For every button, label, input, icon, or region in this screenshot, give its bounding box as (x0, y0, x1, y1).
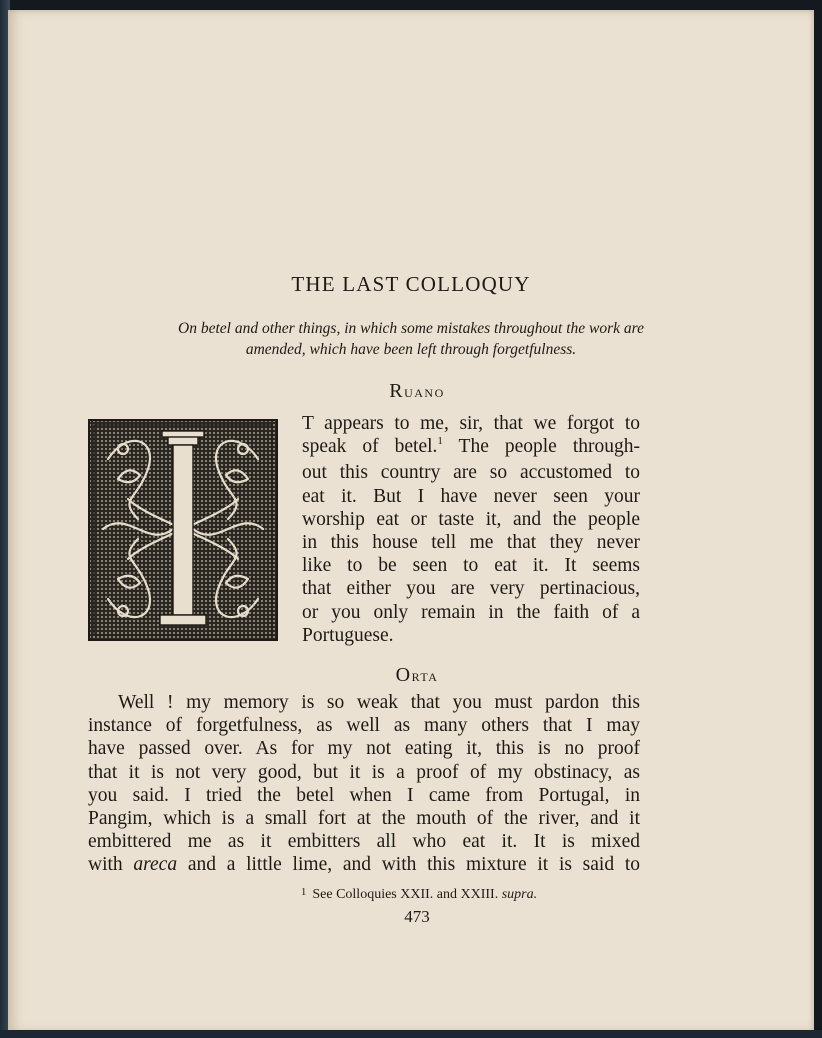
paragraph-orta (88, 691, 640, 877)
subtitle-line-2: amended, which have been left through forgetfulness. (245, 341, 577, 358)
text-line (302, 435, 640, 461)
text-line: out this country are so accustomed to (302, 462, 640, 484)
chapter-title: THE LAST COLLOQUY (291, 272, 531, 296)
bottom-edge (0, 1030, 822, 1038)
text-fragment: The people through- (442, 436, 640, 458)
speaker-heading-ruano (6, 380, 822, 403)
text-line: Portuguese. (302, 624, 394, 646)
text-line: Well ! my memory is so weak that you must pardon this (118, 692, 640, 713)
text-line (88, 853, 640, 876)
text-line: T appears to me, sir, that we forgot to (302, 413, 640, 434)
text-line: worship eat or taste it, and the people (302, 508, 640, 530)
text-line: have passed over. As for my not eating it, this is no proof (88, 738, 640, 760)
subtitle-line-1: On betel and other things, in which some mistakes throughout the work are (178, 320, 644, 337)
text-fragment: and a little lime, and with this mixture it is said to (177, 854, 640, 876)
text-line: like to be seen to eat it. It seems (302, 555, 640, 577)
text-fragment: speak of betel. (302, 436, 438, 458)
text-line: that either you are very pertinacious, (302, 578, 640, 600)
speaker-initial: O (395, 664, 412, 686)
text-line: that it is not very good, but it is a proof of my obstinacy, as (88, 761, 640, 783)
text-line: embittered me as it embitters all who eat it. It is mixed (88, 831, 640, 853)
text-line: or you only remain in the faith of a (302, 601, 640, 623)
footnote-text: See Colloquies XXII. and XXIII. (312, 887, 502, 902)
text-line: you said. I tried the betel when I came from Portugal, in (88, 784, 640, 806)
footnote (0, 887, 822, 903)
text-line: eat it. But I have never seen your (302, 485, 640, 507)
text-fragment: with (88, 854, 134, 876)
footnote-mark: 1 (300, 886, 307, 898)
italic-term: areca (133, 854, 178, 876)
speaker-heading-orta (6, 664, 822, 687)
ornamental-dropcap-i (88, 419, 278, 641)
chapter-subtitle (128, 318, 694, 360)
footnote-italic: supra. (501, 887, 538, 902)
text-line: instance of forgetfulness, as well as many others that I may (88, 715, 640, 737)
speaker-rest: rta (411, 666, 439, 685)
page-number: 473 (404, 907, 430, 926)
text-line: in this house tell me that they never (302, 532, 640, 554)
paragraph-ruano (302, 412, 640, 647)
text-line: Pangim, which is a small fort at the mouth of the river, and it (88, 808, 640, 830)
speaker-rest: uano (404, 382, 445, 401)
speaker-initial: R (389, 380, 405, 402)
footnote-reference[interactable]: 1 (437, 435, 443, 448)
